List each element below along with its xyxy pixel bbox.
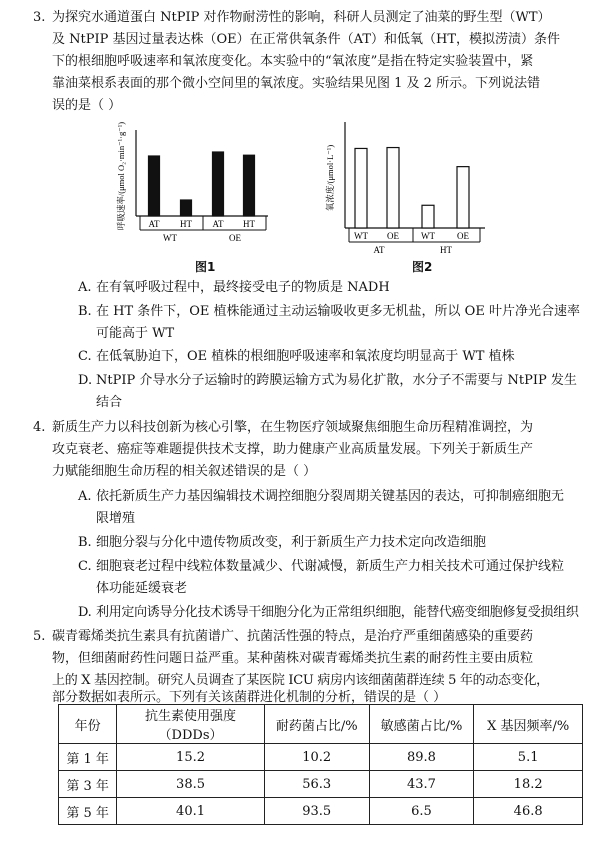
question-3-stem-line: 误的是（ ） [52,98,122,113]
table-row [59,798,583,825]
question-4-stem-line: 力赋能细胞生命历程的相关叙述错误的是（ ） [52,464,317,479]
question-3-stem-line: 靠油菜根系表面的那个微小空间里的氧浓度。实验结果见图 1 及 2 所示。下列说法错 [52,76,541,91]
table-header-cell: 年份 [59,705,117,744]
category-tick-label: AT [212,219,224,229]
q3-option-b-text-cont: 可能高于 WT [96,326,175,341]
chart-bar [244,155,255,216]
q3-option-b-label: B. [78,304,92,319]
table-header-cell: 抗生素使用强度（DDDs） [117,705,265,744]
question-5-number: 5. [33,629,46,644]
table-cell: 89.8 [369,744,474,771]
question-4-stem-line: 新质生产力以科技创新为核心引擎，在生物医疗领域聚焦细胞生命历程精准调控，为 [52,420,534,435]
group-label: AT [373,245,385,255]
question-3-stem-line: 为探究水通道蛋白 NtPIP 对作物耐涝性的影响，科研人员测定了油菜的野生型（WT） [52,10,551,25]
q4-option-d-label: D. [78,605,92,620]
category-tick-label: HT [180,219,192,229]
q3-option-d-text: NtPIP 介导水分子运输时的跨膜运输方式为易化扩散，水分子不需要与 NtPIP 发生 [96,373,577,388]
table-cell: 93.5 [264,798,369,825]
figure-2-chart [315,116,490,265]
q4-option-c-label: C. [78,559,92,574]
table-cell: 第 1 年 [59,744,117,771]
table-header-cell: 敏感菌占比/% [369,705,474,744]
table-header-cell: 耐药菌占比/% [264,705,369,744]
q4-option-c-text-cont: 体功能延缓衰老 [96,581,188,596]
y-axis-label: 呼吸速率/(μmol O₂·min⁻¹·g⁻¹) [116,121,126,231]
q3-option-a-text: 在有氧呼吸过程中，最终接受电子的物质是 NADH [96,280,390,295]
q4-option-a-text-cont: 限增殖 [96,511,136,526]
table-cell: 第 3 年 [59,771,117,798]
table-cell: 5.1 [474,744,583,771]
chart-bar [149,156,160,216]
figure-2-svg [315,116,490,261]
resistance-data-table [58,704,583,825]
table-header-cell: X 基因频率/% [474,705,583,744]
table-cell: 第 5 年 [59,798,117,825]
question-3-number: 3. [33,10,46,25]
question-4-number: 4. [33,420,46,435]
group-label: OE [229,233,241,243]
table-cell: 15.2 [117,744,265,771]
table-cell: 56.3 [264,771,369,798]
chart-bar [422,205,434,228]
chart-bar [213,152,224,216]
category-tick-label: AT [148,219,160,229]
figure-2-caption: 图2 [412,260,433,274]
category-tick-label: WT [421,231,435,241]
table-row [59,744,583,771]
category-tick-label: WT [354,231,368,241]
table-cell: 46.8 [474,798,583,825]
table-cell: 38.5 [117,771,265,798]
q4-option-b-text: 细胞分裂与分化中遗传物质改变，利于新质生产力技术定向改造细胞 [96,535,487,550]
question-3-stem-line: 及 NtPIP 基因过量表达株（OE）在正常供氧条件（AT）和低氧（HT，模拟涝渍）条件 [52,32,560,47]
q4-option-d-text: 利用定向诱导分化技术诱导干细胞分化为正常组织细胞，能替代癌变细胞修复受损组织 [96,605,579,620]
q4-option-a-text: 依托新质生产力基因编辑技术调控细胞分裂周期关键基因的表达，可抑制癌细胞无 [96,489,565,504]
q4-option-b-label: B. [78,535,92,550]
q4-option-a-label: A. [78,489,92,504]
question-5-stem-line: 碳青霉烯类抗生素具有抗菌谱广、抗菌活性强的特点，是治疗严重细菌感染的重要药 [52,629,534,644]
table-cell: 10.2 [264,744,369,771]
table-cell: 43.7 [369,771,474,798]
q3-option-c-label: C. [78,349,92,364]
q3-option-d-label: D. [78,373,93,388]
q3-option-d-text-cont: 结合 [96,395,123,410]
question-5-stem-line: 部分数据如表所示。下列有关该菌群进化机制的分析，错误的是（ ） [52,690,447,705]
table-row [59,771,583,798]
table-header-row [59,705,583,744]
question-5-stem-line: 上的 X 基因控制。研究人员调查了某医院 ICU 病房内该细菌菌群连续 5 年的动态变化， [52,673,549,688]
figure-1-caption: 图1 [195,260,216,274]
table-cell: 40.1 [117,798,265,825]
category-tick-label: OE [457,231,469,241]
y-axis-label: 氧浓度/(μmol·L⁻¹) [325,144,335,212]
question-3-stem-line: 下的根细胞呼吸速率和氧浓度变化。本实验中的“氧浓度”是指在特定实验装置中，紧 [52,54,534,69]
category-tick-label: HT [243,219,255,229]
group-label: WT [163,233,177,243]
q3-option-b-text: 在 HT 条件下，OE 植株能通过主动运输吸收更多无机盐，所以 OE 叶片净光合速率 [96,304,580,319]
q3-option-a-label: A. [78,280,92,295]
chart-bar [181,200,192,216]
question-4-stem-line: 攻克衰老、癌症等难题提供技术支撑，助力健康产业高质量发展。下列关于新质生产 [52,442,534,457]
chart-bar [387,148,399,228]
chart-bar [457,167,469,228]
table-cell: 18.2 [474,771,583,798]
figure-1-chart [108,120,278,264]
question-5-stem-line: 物，但细菌耐药性问题日益严重。某种菌株对碳青霉烯类抗生素的耐药性主要由质粒 [52,651,534,666]
category-tick-label: OE [387,231,399,241]
group-label: HT [440,245,452,255]
table-cell: 6.5 [369,798,474,825]
q4-option-c-text: 细胞衰老过程中线粒体数量减少、代谢减慢，新质生产力相关技术可通过保护线粒 [96,559,565,574]
q3-option-c-text: 在低氧胁迫下，OE 植株的根细胞呼吸速率和氧浓度均明显高于 WT 植株 [96,349,515,364]
figure-1-svg [108,120,278,260]
chart-bar [355,148,367,228]
